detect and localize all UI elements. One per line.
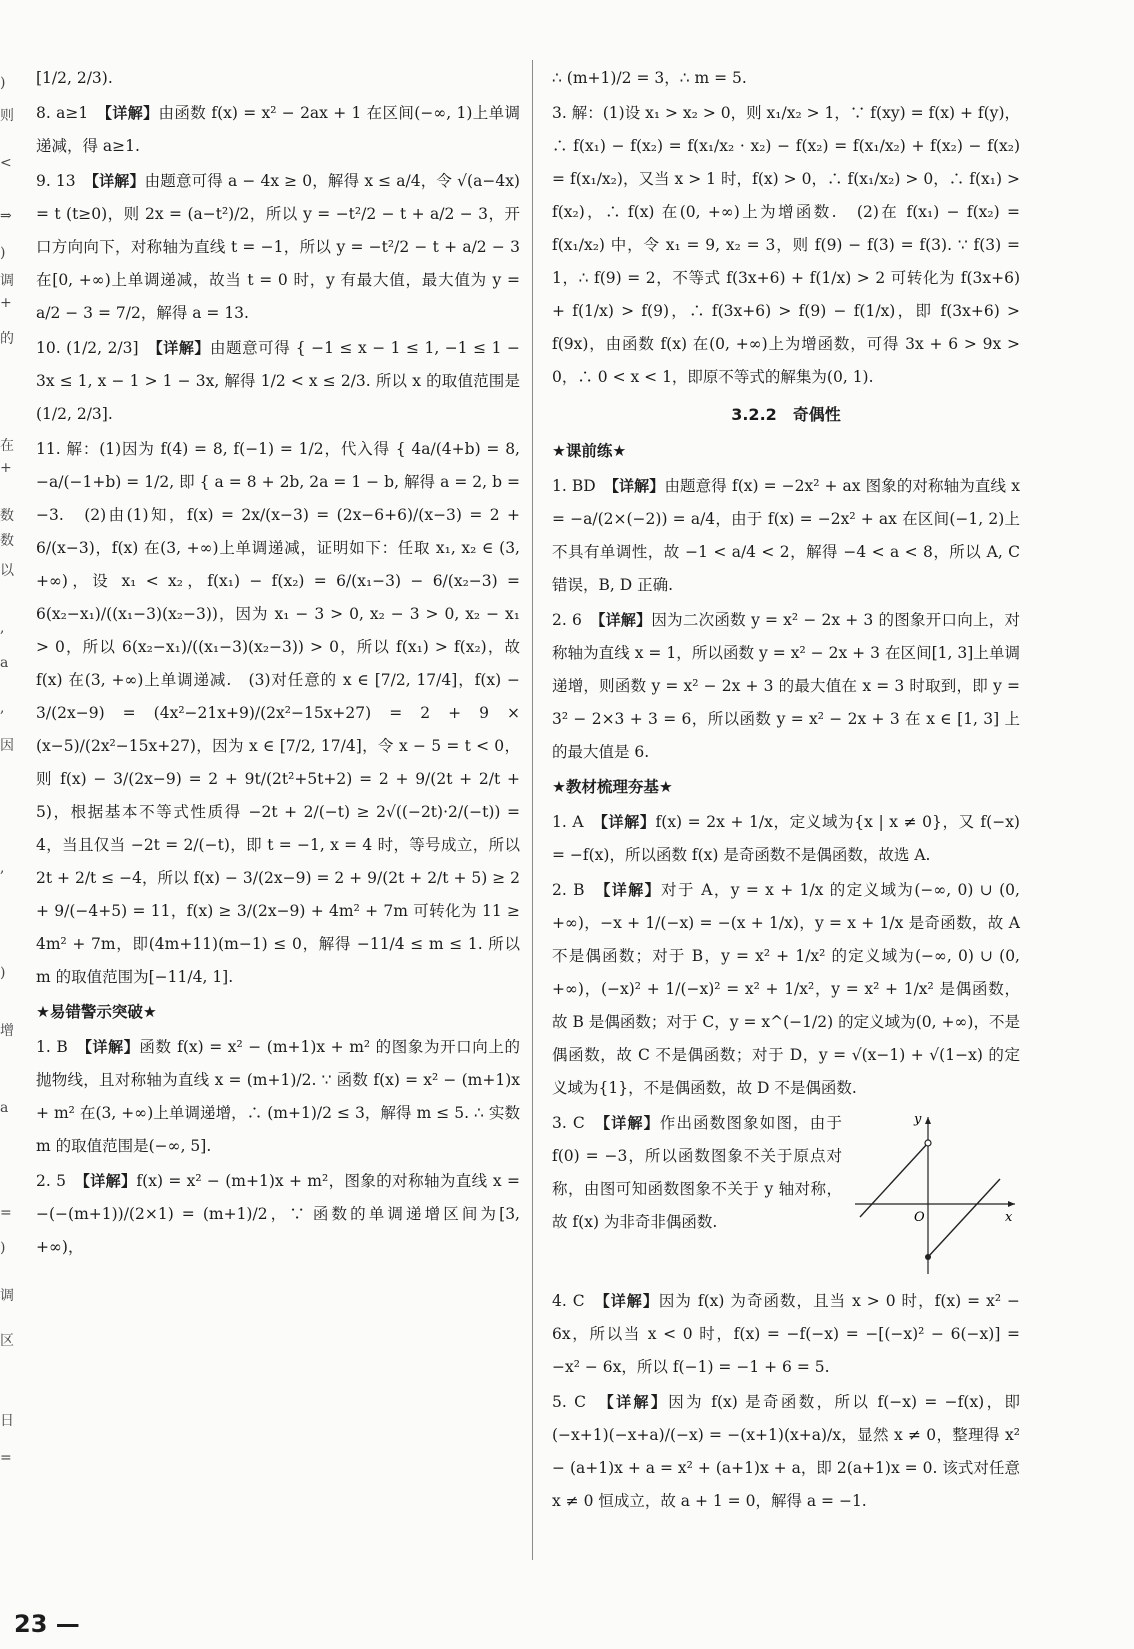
- margin-fragment: 调: [0, 273, 14, 289]
- margin-fragment: ⇒: [0, 208, 12, 224]
- margin-fragment: ): [0, 245, 6, 261]
- item-number: 2.: [36, 1172, 51, 1190]
- detail-tag: 【详解】: [602, 881, 662, 899]
- item-number: 9.: [36, 172, 51, 190]
- item-answer: (1/2, 2/3]: [66, 339, 139, 357]
- margin-fragment: ,: [0, 860, 5, 876]
- page-number: 23 —: [14, 1610, 80, 1638]
- detail-tag: 【详解】: [155, 339, 210, 357]
- item-text: [1/2, 2/3).: [36, 69, 113, 87]
- answer-item: [36, 165, 520, 330]
- margin-fragment: ,: [0, 620, 5, 636]
- detail-tag: 【详解】: [611, 477, 665, 495]
- margin-fragment: 调: [0, 1288, 14, 1304]
- margin-fragment: 在: [0, 438, 14, 454]
- answer-item: [552, 1386, 1020, 1518]
- margin-fragment: ): [0, 1240, 6, 1256]
- item-answer: C: [572, 1114, 585, 1132]
- margin-fragment: =: [0, 1450, 12, 1466]
- margin-fragment: 数: [0, 533, 14, 549]
- item-number: 11.: [36, 440, 61, 458]
- answer-item: [552, 874, 1020, 1105]
- margin-fragment: a: [0, 655, 9, 671]
- answer-item: [552, 604, 1020, 769]
- item-text: 对于 A，y = x + 1/x 的定义域为(−∞, 0) ∪ (0, +∞)，−x + 1/(−x) = −(x + 1/x)，y = x + 1/x 是奇函数，故 A 不是偶函数；对于 B，y = x² + 1/x² 的定义域为(−∞, 0) ∪ (0, +∞)，(−x)² + 1/(−x)² = x² + 1/x²，y = x² + 1/x² 是偶函数，故 B 是偶函数；对于 C，y = x^(−1/2) 的定义域为(0, +∞)，不是偶函数，故 C 不是偶函数；对于 D，y = √(x−1) + √(1−x) 的定义域为{1}，不是偶函数，故 D 不是偶函数.: [552, 881, 1020, 1097]
- item-number: 2.: [552, 611, 567, 629]
- left-column: [36, 62, 520, 1266]
- left-margin-fragments: [0, 60, 14, 1560]
- margin-fragment: 日: [0, 1413, 14, 1429]
- detail-tag: 【详解】: [82, 1172, 137, 1190]
- closed-point: [925, 1254, 931, 1260]
- graph-branch-right: [928, 1179, 1000, 1257]
- item-text: f(x) = x² − (m+1)x + m²，图象的对称轴为直线 x = −(−(m+1))/(2×1) = (m+1)/2，∵ 函数的单调递增区间为[3, +∞)，: [36, 1172, 520, 1256]
- item-answer: 6: [571, 611, 582, 629]
- margin-fragment: 区: [0, 1333, 14, 1349]
- margin-fragment: ,: [0, 700, 5, 716]
- answer-item: [36, 332, 520, 431]
- item-number: 2.: [552, 881, 567, 899]
- function-graph: [850, 1109, 1020, 1279]
- answer-item: [552, 1285, 1020, 1384]
- section-heading-mistakes: ★易错警示突破★: [36, 1003, 157, 1021]
- section-heading-prelesson: ★课前练★: [552, 442, 627, 460]
- item-answer: BD: [571, 477, 596, 495]
- item-text: 函数 f(x) = x² − (m+1)x + m² 的图象为开口向上的抛物线，且对称轴为直线 x = (m+1)/2. ∵ 函数 f(x) = x² − (m+1)x + m² 在(3, +∞)上单调递增，∴ (m+1)/2 ≤ 3，解得 m ≤ 5. ∴ 实数 m 的取值范围是(−∞, 5].: [36, 1038, 520, 1155]
- graph-x-label: x: [1005, 1210, 1013, 1225]
- graph-origin-label: O: [914, 1210, 925, 1225]
- answer-item: [36, 433, 520, 994]
- margin-fragment: 以: [0, 563, 14, 579]
- item-number: 4.: [552, 1292, 567, 1310]
- section-title-parity: 3.2.2 奇偶性: [731, 405, 841, 424]
- detail-tag: 【详解】: [602, 1292, 659, 1310]
- answer-item: [552, 97, 1020, 394]
- graph-svg: [850, 1109, 1020, 1279]
- margin-fragment: 的: [0, 331, 14, 347]
- margin-fragment: <: [0, 155, 12, 171]
- detail-tag: 【详解】: [84, 1038, 140, 1056]
- section-heading-textbook: ★教材梳理夯基★: [552, 778, 673, 796]
- detail-tag: 【详解】: [600, 813, 656, 831]
- margin-fragment: 则: [0, 108, 14, 124]
- margin-fragment: +: [0, 460, 12, 476]
- margin-fragment: a: [0, 1100, 9, 1116]
- x-axis-arrow: [1008, 1201, 1015, 1207]
- item-text: f(x) = 2x + 1/x，定义域为{x | x ≠ 0}，又 f(−x) = −f(x)，所以函数 f(x) 是奇函数不是偶函数，故选 A.: [552, 813, 1020, 864]
- margin-fragment: ): [0, 965, 6, 981]
- margin-fragment: +: [0, 295, 12, 311]
- answer-item: [552, 1107, 1020, 1283]
- item-number: 3.: [552, 104, 567, 122]
- margin-fragment: 数: [0, 508, 14, 524]
- item-number: 1.: [552, 813, 567, 831]
- item-text: ∴ (m+1)/2 = 3，∴ m = 5.: [552, 69, 747, 87]
- item-answer: C: [574, 1393, 586, 1411]
- item-answer: a≥1: [56, 104, 89, 122]
- item-number: 10.: [36, 339, 61, 357]
- item-number: 1.: [552, 477, 567, 495]
- item-number: 3.: [552, 1114, 567, 1132]
- item-answer: 13: [55, 172, 76, 190]
- item-answer: A: [572, 813, 584, 831]
- item-text: 因为 f(x) 为奇函数，且当 x > 0 时，f(x) = x² − 6x，所以当 x < 0 时，f(x) = −f(−x) = −[(−x)² − 6(−x)] = −x² − 6x，所以 f(−1) = −1 + 6 = 5.: [552, 1292, 1020, 1376]
- graph-branch-left: [860, 1143, 928, 1217]
- margin-fragment: =: [0, 1205, 12, 1221]
- answer-item: [36, 62, 520, 95]
- item-answer: 5: [56, 1172, 66, 1190]
- detail-tag: 【详解】: [91, 172, 145, 190]
- item-text: 因为 f(x) 是奇函数，所以 f(−x) = −f(x)，即 (−x+1)(−x+a)/(−x) = −(x+1)(x+a)/x，显然 x ≠ 0，整理得 x² − (a+1)x + a = x² + (a+1)x + a，即 2(a+1)x = 0. 该式对任意 x ≠ 0 恒成立，故 a + 1 = 0，解得 a = −1.: [552, 1393, 1020, 1510]
- answer-item: [552, 806, 1020, 872]
- item-answer: B: [573, 881, 585, 899]
- margin-fragment: 因: [0, 738, 14, 754]
- open-point: [925, 1140, 931, 1146]
- item-text: 由题意可得 { −1 ≤ x − 1 ≤ 1, −1 ≤ 1 − 3x ≤ 1, x − 1 > 1 − 3x, 解得 1/2 < x ≤ 2/3. 所以 x 的取值范围是(1/2, 2/3].: [36, 339, 520, 423]
- item-number: 5.: [552, 1393, 567, 1411]
- margin-fragment: 增: [0, 1023, 14, 1039]
- margin-fragment: ): [0, 75, 6, 91]
- item-text: 由函数 f(x) = x² − 2ax + 1 在区间(−∞, 1)上单调递减，得 a≥1.: [36, 104, 520, 155]
- right-column: [552, 62, 1020, 1520]
- item-answer: B: [56, 1038, 68, 1056]
- answer-item: [36, 97, 520, 163]
- detail-tag: 【详解】: [602, 1114, 660, 1132]
- column-divider: [532, 60, 533, 1560]
- graph-y-label: y: [914, 1112, 922, 1127]
- item-text: 解：(1)因为 f(4) = 8, f(−1) = 1/2，代入得 { 4a/(4+b) = 8, −a/(−1+b) = 1/2, 即 { a = 8 + 2b, 2a = 1 − b, 解得 a = 2, b = −3. (2)由(1)知，f(x) = 2x/(x−3) = (2x−6+6)/(x−3) = 2 + 6/(x−3)，f(x) 在(3, +∞)上单调递减，证明如下：任取 x₁, x₂ ∈ (3, +∞)，设 x₁ < x₂，f(x₁) − f(x₂) = 6/(x₁−3) − 6/(x₂−3) = 6(x₂−x₁)/((x₁−3)(x₂−3))，因为 x₁ − 3 > 0, x₂ − 3 > 0, x₂ − x₁ > 0，所以 6(x₂−x₁)/((x₁−3)(x₂−3)) > 0，所以 f(x₁) > f(x₂)，故 f(x) 在(3, +∞)上单调递减. (3)对任意的 x ∈ [7/2, 17/4]，f(x) − 3/(2x−9) = (4x²−21x+9)/(2x²−15x+27) = 2 + 9 × (x−5)/(2x²−15x+27)，因为 x ∈ [7/2, 17/4]，令 x − 5 = t < 0，则 f(x) − 3/(2x−9) = 2 + 9t/(2t²+5t+2) = 2 + 9/(2t + 2/t + 5)，根据基本不等式性质得 −2t + 2/(−t) ≥ 2√((−2t)·2/(−t)) = 4，当且仅当 −2t = 2/(−t)，即 t = −1, x = 4 时，等号成立，所以 2t + 2/t ≤ −4，所以 f(x) − 3/(2x−9) = 2 + 9/(2t + 2/t + 5) ≥ 2 + 9/(−4+5) = 11，f(x) ≥ 3/(2x−9) + 4m² + 7m 可转化为 11 ≥ 4m² + 7m，即(4m+11)(m−1) ≤ 0，解得 −11/4 ≤ m ≤ 1. 所以 m 的取值范围为[−11/4, 1].: [36, 440, 520, 986]
- answer-item: [36, 1165, 520, 1264]
- item-text: 由题意可得 a − 4x ≥ 0，解得 x ≤ a/4，令 √(a−4x) = t (t≥0)，则 2x = (a−t²)/2，所以 y = −t²/2 − t + a/2 − 3，开口方向向下，对称轴为直线 t = −1，所以 y = −t²/2 − t + a/2 − 3 在[0, +∞)上单调递减，故当 t = 0 时，y 有最大值，最大值为 y = a/2 − 3 = 7/2，解得 a = 13.: [36, 172, 520, 322]
- answer-item: [36, 1031, 520, 1163]
- item-text: 由题意得 f(x) = −2x² + ax 图象的对称轴为直线 x = −a/(2×(−2)) = a/4，由于 f(x) = −2x² + ax 在区间(−1, 2)上不具有单调性，故 −1 < a/4 < 2，解得 −4 < a < 8，所以 A, C 错误，B, D 正确.: [552, 477, 1020, 594]
- answer-item: [552, 470, 1020, 602]
- detail-tag: 【详解】: [597, 611, 652, 629]
- item-number: 8.: [36, 104, 51, 122]
- answer-item: [552, 62, 1020, 95]
- item-number: 1.: [36, 1038, 51, 1056]
- detail-tag: 【详解】: [606, 1393, 669, 1411]
- y-axis-arrow: [925, 1117, 931, 1124]
- detail-tag: 【详解】: [104, 104, 159, 122]
- item-text: 因为二次函数 y = x² − 2x + 3 的图象开口向上，对称轴为直线 x = 1，所以函数 y = x² − 2x + 3 在区间[1, 3]上单调递增，则函数 y = x² − 2x + 3 的最大值在 x = 3 时取到，即 y = 3² − 2×3 + 3 = 6，所以函数 y = x² − 2x + 3 在 x ∈ [1, 3] 上的最大值是 6.: [552, 611, 1020, 761]
- item-text: 解：(1)设 x₁ > x₂ > 0，则 x₁/x₂ > 1，∵ f(xy) = f(x) + f(y)，∴ f(x₁) − f(x₂) = f(x₁/x₂ · x₂) − f(x₂) = f(x₁/x₂) + f(x₂) − f(x₂) = f(x₁/x₂)，又当 x > 1 时，f(x) > 0，∴ f(x₁/x₂) > 0，∴ f(x₁) > f(x₂)，∴ f(x) 在(0, +∞)上为增函数. (2)在 f(x₁) − f(x₂) = f(x₁/x₂) 中，令 x₁ = 9, x₂ = 3，则 f(9) − f(3) = f(3). ∵ f(3) = 1，∴ f(9) = 2，不等式 f(3x+6) + f(1/x) > 2 可转化为 f(3x+6) + f(1/x) > f(9)，∴ f(3x+6) > f(9) − f(1/x)，即 f(3x+6) > f(9x)，由函数 f(x) 在(0, +∞)上为增函数，可得 3x + 6 > 9x > 0，∴ 0 < x < 1，即原不等式的解集为(0, 1).: [552, 104, 1020, 386]
- item-text: 作出函数图象如图，由于 f(0) = −3，所以函数图象不关于原点对称，由图可知函数图象不关于 y 轴对称，故 f(x) 为非奇非偶函数.: [552, 1114, 842, 1231]
- item-answer: C: [572, 1292, 585, 1310]
